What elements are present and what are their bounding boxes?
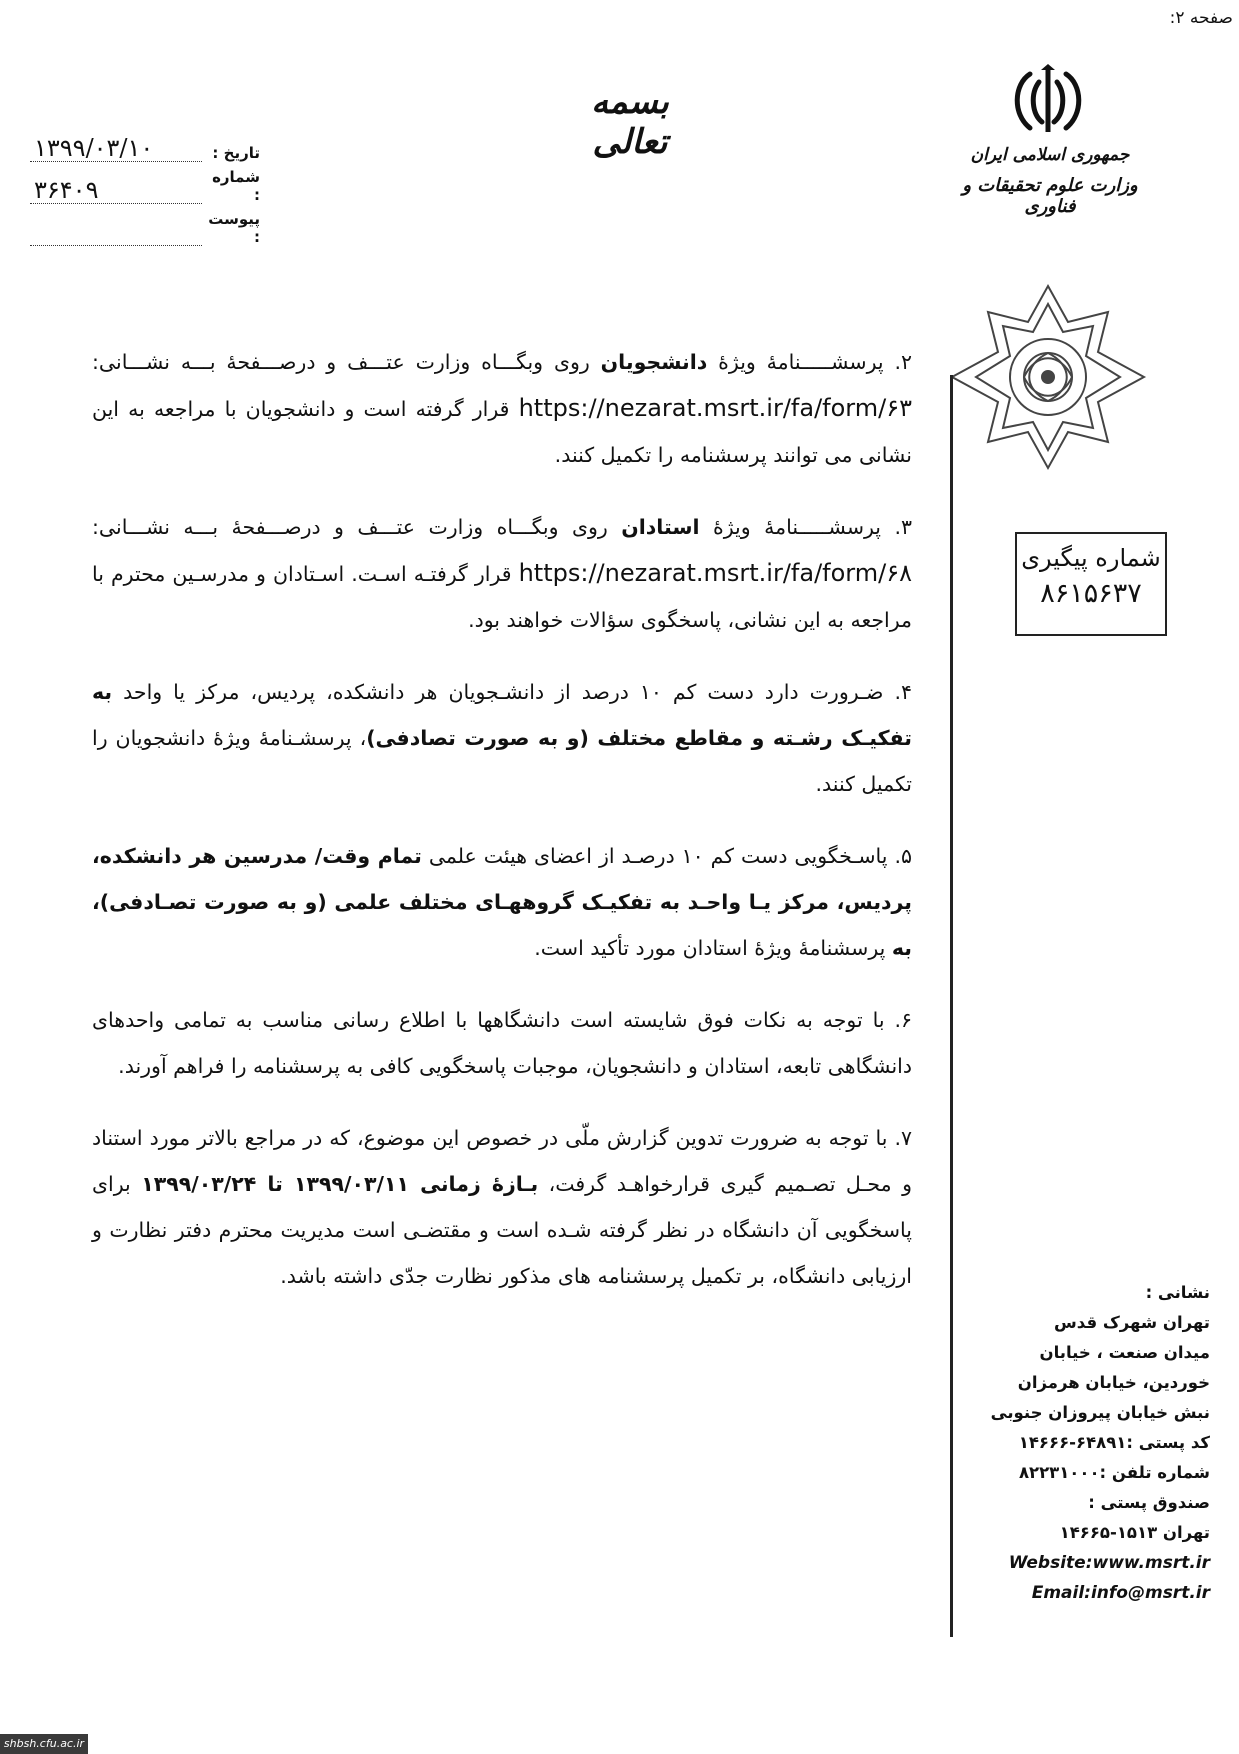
attachment-value xyxy=(30,245,202,246)
website-link[interactable]: Website:www.msrt.ir xyxy=(1008,1553,1210,1573)
attachment-label: پیوست : xyxy=(208,210,260,246)
po-box-value: تهران ۱۵۱۳-۱۴۶۶۵ xyxy=(1059,1523,1210,1542)
tracking-number-box xyxy=(1015,532,1167,636)
bismillah-heading: بسمه تعالی xyxy=(591,82,669,162)
number-row xyxy=(30,162,260,204)
source-watermark: shbsh.cfu.ac.ir xyxy=(0,1734,88,1754)
list-item: ۴. ضـرورت دارد دست کم ۱۰ درصد از دانشـجویان هر دانشکده، پردیس، مرکز یا واحد به تفکیـک رشـته و مقاطع مختلف (و به صورت تصادفی)، پرسشـنامهٔ ویژهٔ دانشجویان را تکمیل کنند. xyxy=(92,679,912,796)
students-form-link[interactable]: https://nezarat.msrt.ir/fa/form/۶۳ xyxy=(518,393,912,422)
address-line: نشانی : xyxy=(1145,1283,1210,1302)
list-item: ۲. پرسشـــــنامهٔ ویژهٔ دانشجویان روی وبگـــاه وزارت عتـــف و درصـــفحهٔ بـــه نشـــانی: https://nezarat.msrt.ir/fa/form/۶۳ قرار گرفته است و دانشجویان با مراجعه به این نشانی می توانند پرسشنامه را تکمیل کنند. xyxy=(92,349,913,467)
letter-meta xyxy=(30,120,260,246)
postal-code: کد پستی :۶۴۸۹۱-۱۴۶۶۶ xyxy=(1018,1433,1210,1452)
iran-emblem-icon xyxy=(1008,62,1088,138)
address-line: تهران شهرک قدس xyxy=(1054,1313,1210,1332)
professors-form-link[interactable]: https://nezarat.msrt.ir/fa/form/۶۸ xyxy=(518,558,912,587)
phone-number: شماره تلفن :۸۲۲۳۱۰۰۰ xyxy=(1018,1463,1210,1482)
letter-body xyxy=(92,318,912,1325)
ministry-line1: جمهوری اسلامی ایران xyxy=(970,145,1130,165)
address-line: میدان صنعت ، خیابان xyxy=(1039,1343,1210,1362)
ministry-line2: وزارت علوم تحقیقات و فناوری xyxy=(962,175,1138,217)
number-value: ۳۶۴۰۹ xyxy=(30,177,202,204)
list-item: ۷. با توجه به ضرورت تدوین گزارش ملّی در خصوص این موضوع، که در مراجع بالاتر مورد استناد و محـل تصـمیم گیری قرارخواهـد گرفت، بـازهٔ زمانی ۱۳۹۹/۰۳/۱۱ تا ۱۳۹۹/۰۳/۲۴ برای پاسخگویی آن دانشگاه در نظر گرفته شـده است و مقتضـی است مدیریت محترم دفتر نظارت و ارزیابی دانشگاه، بر تکمیل پرسشنامه های مذکور نظارت جدّی داشته باشد. xyxy=(92,1125,913,1288)
margin-rule xyxy=(950,375,953,1637)
date-label: تاریخ : xyxy=(212,144,260,162)
number-label: شماره : xyxy=(212,168,260,204)
list-item: ۶. با توجه به نکات فوق شایسته است دانشگاهها با اطلاع رسانی مناسب به تمامی واحدهای دانشگاهی تابعه، استادان و دانشجویان، موجبات پاسخگویی کافی به پرسشنامه را فراهم آورند. xyxy=(92,1007,912,1078)
list-item: ۵. پاسـخگویی دست کم ۱۰ درصـد از اعضای هیئت علمی تمام وقت/ مدرسین هر دانشکده، پردیس، مرکز یـا واحـد به تفکیـک گروههـای مختلف علمی (و به صورت تصـادفی)، به پرسشنامهٔ ویژهٔ استادان مورد تأکید است. xyxy=(92,843,912,960)
po-box-label: صندوق پستی : xyxy=(1088,1493,1210,1512)
islimi-ornament-icon xyxy=(948,282,1148,472)
page-number: صفحه ۲: xyxy=(1169,8,1233,28)
ministry-name xyxy=(950,145,1150,217)
list-item: ۳. پرسشـــــنامهٔ ویژهٔ استادان روی وبگـــاه وزارت عتـــف و درصـــفحهٔ بـــه نشـــانی: https://nezarat.msrt.ir/fa/form/۶۸ قرار گرفتـه اسـت. اسـتادان و مدرسـین محترم با مراجعه به این نشانی، پاسخگوی سؤالات خواهند بود. xyxy=(92,514,912,632)
attachment-row xyxy=(30,204,260,246)
date-row xyxy=(30,120,260,162)
email-link[interactable]: Email:info@msrt.ir xyxy=(1031,1583,1210,1603)
tracking-value: ۸۶۱۵۶۳۷ xyxy=(1040,578,1142,609)
tracking-label: شماره پیگیری xyxy=(1021,544,1161,572)
address-line: نبش خیابان پیروزان جنوبی xyxy=(990,1403,1210,1422)
date-value: ۱۳۹۹/۰۳/۱۰ xyxy=(30,135,202,162)
ministry-address xyxy=(960,1278,1210,1608)
address-line: خوردین، خیابان هرمزان xyxy=(1017,1373,1210,1392)
